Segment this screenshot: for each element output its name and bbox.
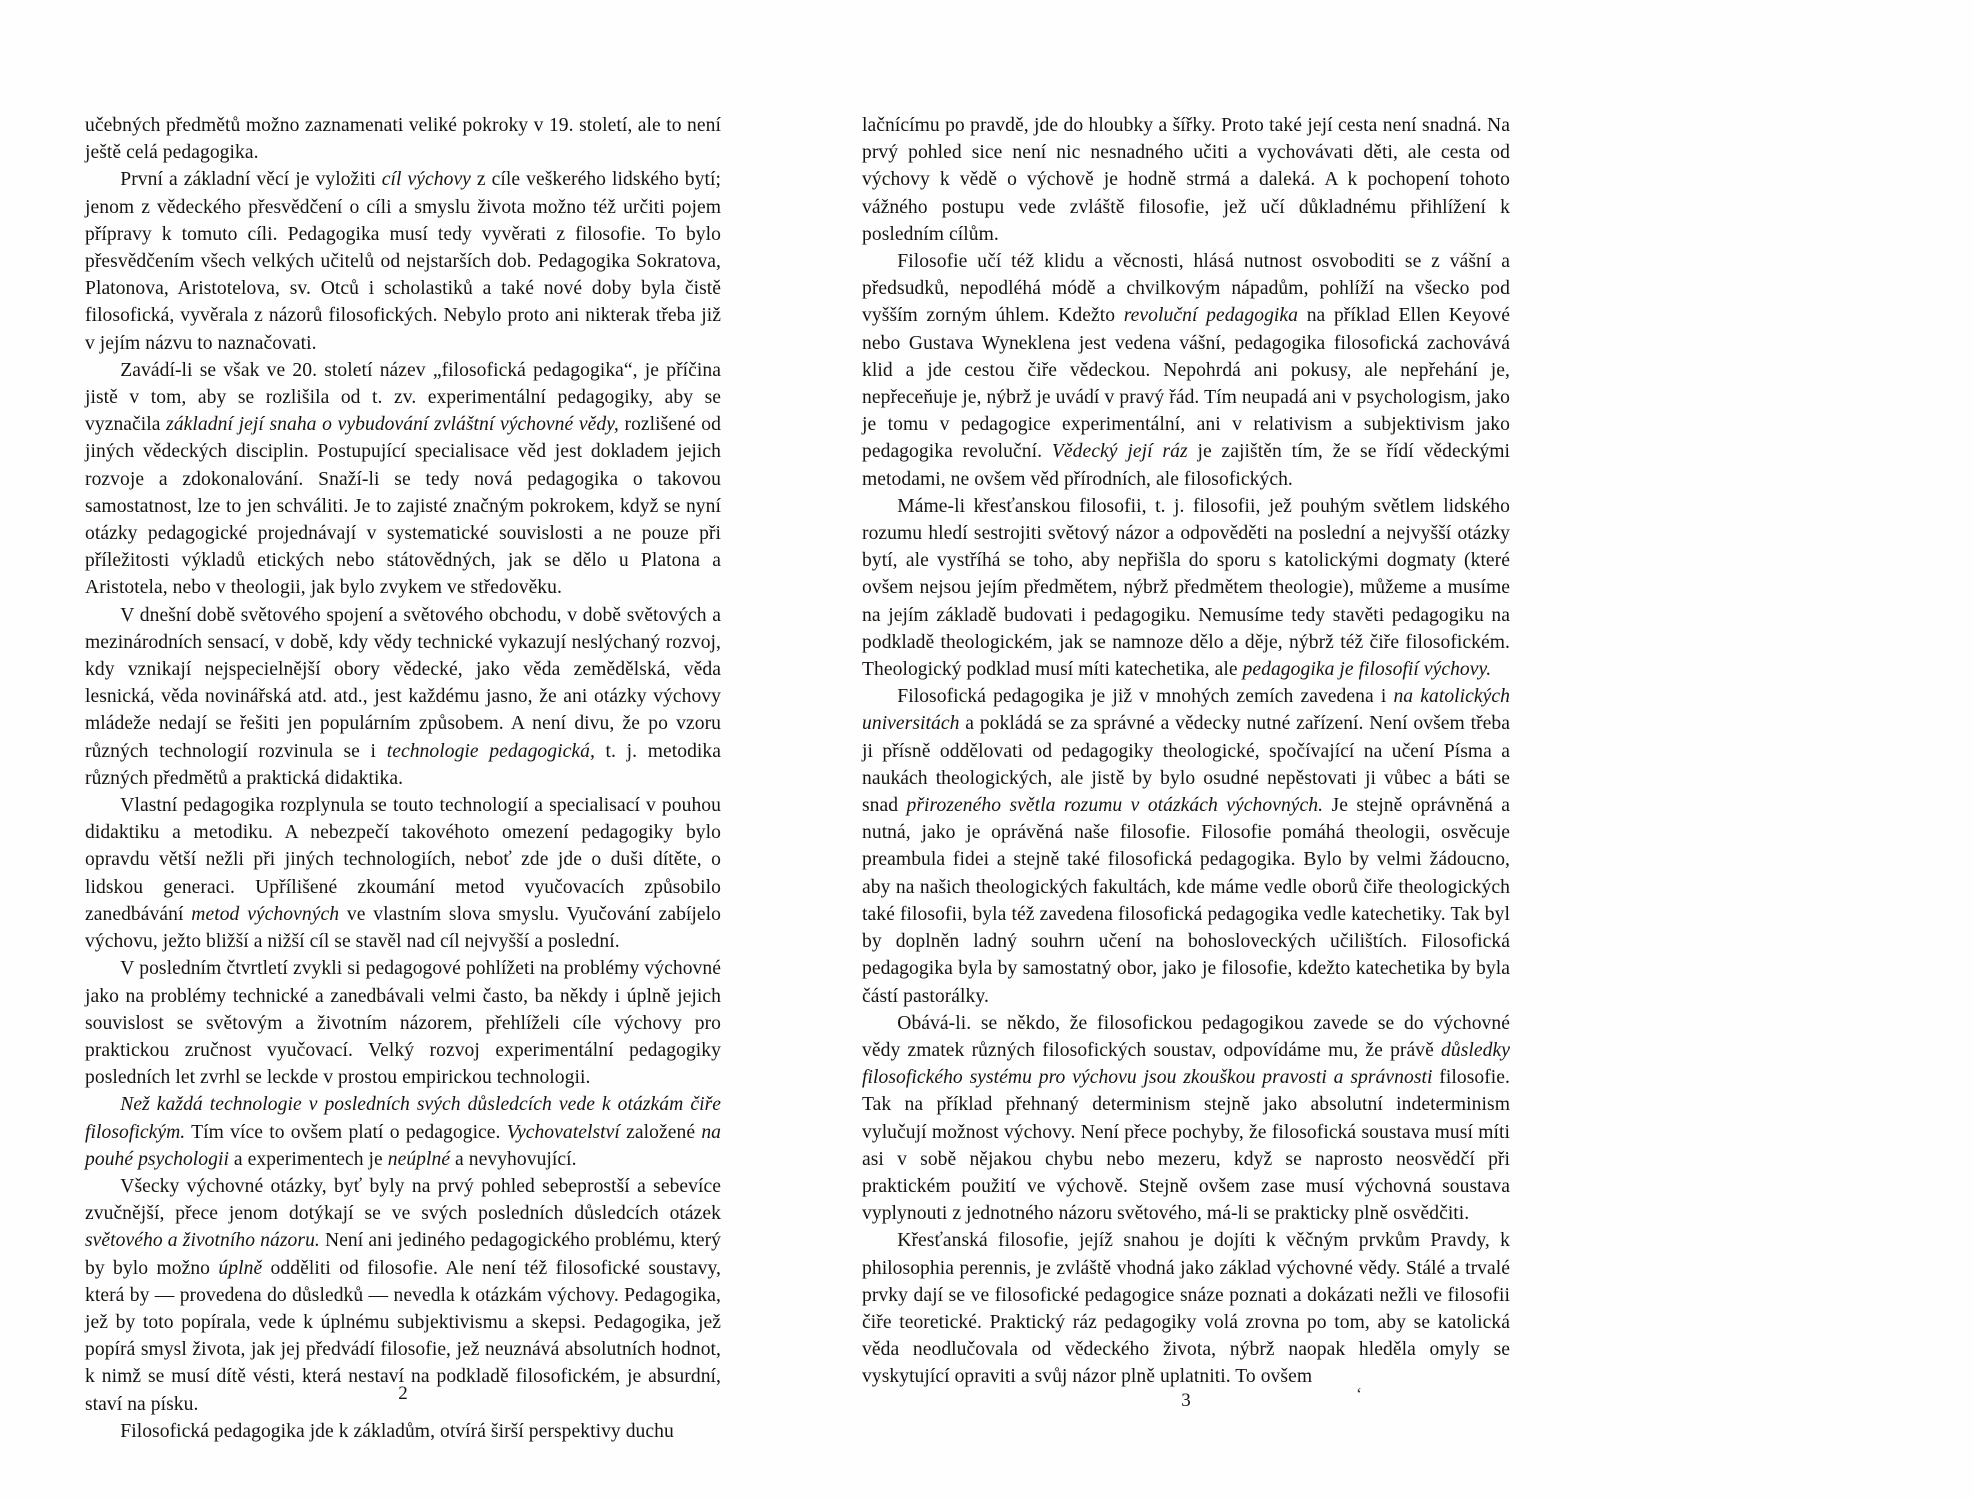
italic-text-run: Vychovatelství (506, 1121, 620, 1143)
text-run: Filosofie učí též klidu a věcnosti, hlásá nutnost osvoboditi se z vášní a předsudků, nepodléhá módě a chvilkovým nápadům, pohlíží na všecko pod vyšším zorným úhlem. Kdežto (862, 251, 1510, 327)
text-run: rozlišené od jiných vědeckých disciplin. Postupující specialisace věd jest dokladem jejich rozvoje a zdokonalování. Snaží-li se tedy nová pedagogika o takovou samostatnost, lze to jen schváliti. Je to zajisté značným pokrokem, když se nyní otázky pedagogické projednávají v systematické souvislosti a ne pouze při příležitosti výkladů etických nebo státovědných, jak se dělo u Platona a Aristotela, nebo v theologii, jak bylo zvykem ve středověku. (85, 414, 721, 599)
italic-text-run: úplně (218, 1257, 263, 1279)
text-run: V posledním čtvrtletí zvykli si pedagogové pohlížeti na problémy výchovné jako na problémy technické a zanedbávali velmi často, ba někdy i úplně jejich souvislost se světovým a životním názorem, přehlíželi cíle výchovy pro praktickou zručnost vyučovací. Velký rozvoj experimentální pedagogiky posledních let zvrhl se leckde v prostou empirickou technologii. (85, 958, 721, 1089)
print-artifact-mark: ʻ (1356, 1384, 1362, 1404)
text-run: odděliti od filosofie. Ale není též filosofické soustavy, která by — provedena do důsledků — nevedla k otázkám výchovy. Pedagogika, jež by toto popírala, vede k úplnému subjektivismu a skepsi. Pedagogika, jež popírá smysl života, jak jej předvádí filosofie, jež neuznává absolutních hodnot, k nimž se musí dítě vésti, která nestaví na podkladě filosofickém, je absurdní, staví na písku. (85, 1257, 722, 1415)
text-run: lačnícímu po pravdě, jde do hloubky a šířky. Proto také její cesta není snadná. Na prvý pohled sice není nic nesnadného učiti a vychovávati děti, ale cesta od výchovy k vědě o výchově je hodně strmá a daleká. A k pochopení tohoto vážného postupu vede zvláště filosofie, jež učí důkladnému přihlížení k posledním cílům. (862, 115, 1510, 245)
text-run: První a základní věcí je vyložiti (120, 169, 382, 191)
text-run: Tím více to ovšem platí o pedagogice. (185, 1121, 507, 1143)
italic-text-run: pedagogika je filosofií výchovy. (1242, 659, 1492, 681)
page-number-left: 2 (398, 1383, 408, 1404)
italic-text-run: Vědecký její ráz (1051, 441, 1188, 463)
paragraph (85, 955, 721, 1091)
text-run: Zavádí-li se však ve 20. století název „filosofická pedagogika“, je příčina jistě v tom, aby se rozlišila od t. zv. experimentální pedagogiky, aby se vyznačila (85, 359, 721, 436)
paragraph (862, 1227, 1510, 1390)
text-run: Všecky výchovné otázky, byť byly na prvý pohled sebeprostší a sebevíce zvučnější, přece jenom dotýkají se ve svých posledních důsledcích otázek (85, 1175, 721, 1225)
text-run: je zajištěn tím, že se řídí vědeckými metodami, ne ovšem věd přírodních, ale filosofických. (862, 441, 1510, 490)
page-right-text-block (862, 112, 1510, 1391)
text-run: Křesťanská filosofie, jejíž snahou je dojíti k věčným prvkům Pravdy, k philosophia perennis, je zvláště vhodná jako základ výchovné vědy. Stálé a trvalé prvky dají se ve filosofické pedagogice snáze poznati a dokázati nežli ve filosofii čiře teoretické. Praktický ráz pedagogiky volá zrovna po tom, aby se katolická věda neodlučovala od vědeckého života, nýbrž naopak hleděla omyly se vyskytující opraviti a svůj názor plně uplatniti. To ovšem (862, 1230, 1510, 1388)
text-run: Obává-li. se někdo, že filosofickou pedagogikou zavede se do výchovné vědy zmatek různých filosofických soustav, odpovídáme mu, že právě (862, 1012, 1510, 1061)
italic-text-run: Než každá technologie v posledních svých důsledcích vede k otázkám čiře filosofickým. (85, 1094, 721, 1143)
italic-text-run: přirozeného světla rozumu v otázkách výchovných. (906, 795, 1324, 817)
page-number-right: 3 (1181, 1390, 1191, 1411)
text-run: založené (619, 1121, 702, 1143)
text-run: Máme-li křesťanskou filosofii, t. j. filosofii, jež pouhým světlem lidského rozumu hledí sestrojiti světový názor a odpověděti na poslední a nejvyšší otázky bytí, ale vystříhá se toho, aby nepřišla do sporu s katolickými dogmaty (které ovšem nejsou jejím předmětem, nýbrž předmětem theologie), můžeme a musíme na jejím základě budovati i pedagogiku. Nemusíme tedy stavěti pedagogiku na podkladě theologickém, jak se namnoze dělo a děje, nýbrž též čiře filosofickém. Theologický podklad musí míti katechetika, ale (862, 495, 1510, 681)
paragraph (862, 683, 1510, 1009)
paragraph (862, 493, 1510, 683)
italic-text-run: cíl výchovy (381, 169, 471, 191)
italic-text-run: revoluční pedagogika (1123, 305, 1299, 327)
italic-text-run: neúplné (387, 1148, 451, 1170)
text-run: Vlastní pedagogika rozplynula se touto technologií a specialisací v pouhou didaktiku a metodiku. A nebezpečí takovéhoto omezení pedagogiky bylo opravdu větší nežli při jiných technologiích, neboť zde jde o duši dítěte, o lidskou generaci. Upřílišené zkoumání metod vyučovacích způsobilo zanedbávání (85, 795, 721, 925)
italic-text-run: základní její snaha o vybudování zvláštní výchovné vědy, (166, 414, 619, 436)
paragraph (85, 602, 721, 792)
italic-text-run: metod výchovných (191, 903, 340, 925)
paragraph (85, 166, 721, 356)
text-run: ve vlastním slova smyslu. Vyučování zabíjelo výchovu, ježto bližší a nižší cíl se stavěl nad cíl nejvyšší a poslední. (85, 903, 721, 953)
italic-text-run: důsledky filosofického systému pro výchovu jsou zkouškou pravosti a správnosti (862, 1039, 1510, 1089)
text-run: z cíle veškerého lidského bytí; jenom z vědeckého přesvědčení o cíli a smyslu života možno též určiti pojem přípravy k tomuto cíli. Pedagogika musí tedy vyvěrati z filosofie. To bylo přesvědčením všech velkých učitelů od nejstarších dob. Pedagogika Sokratova, Platonova, Aristotelova, sv. Otců i scholastiků a také nové doby byla čistě filosofická, vyvěrala z názorů filosofických. Nebylo proto ani nikterak třeba již v jejím názvu to naznačovati. (85, 169, 721, 354)
paragraph (85, 792, 721, 955)
text-run: Filosofická pedagogika jde k základům, otvírá širší perspektivy duchu (120, 1420, 674, 1442)
paragraph (85, 1091, 721, 1173)
paragraph (862, 1010, 1510, 1228)
paragraph (85, 112, 721, 166)
text-run: a pokládá se za správné a vědecky nutné zařízení. Není ovšem třeba ji přísně oddělovati od pedagogiky theologické, spočívající na učení Písma a naukách theologických, ale jistě by bylo osudné nepěstovati ji vůbec a báti se snad (862, 713, 1510, 817)
text-run: filosofie. Tak na příklad přehnaný determinism stejně jako absolutní indeterminism vylučují možnost výchovy. Není přece pochyby, že filosofická soustava musí míti asi v sobě nějakou chybu nebo mezeru, když se naprosto neosvědčí při praktickém použití ve výchově. Stejně ovšem zase musí výchovná soustava vyplynouti z jednotného názoru světového, má-li se prakticky plně osvědčiti. (862, 1067, 1511, 1225)
paragraph (85, 1173, 721, 1418)
italic-text-run: na katolických universitách (862, 686, 1511, 735)
page-left-text-block (85, 112, 721, 1445)
paragraph (85, 357, 721, 602)
text-run: Je stejně oprávněná a nutná, jako je oprávěná naše filosofie. Filosofie pomáhá theologii, osvěcuje preambula fidei a stejně také filosofická pedagogika. Bylo by velmi žádoucno, aby na našich theologických fakultách, kde máme vedle oborů čiře theologických také filosofii, byla též zavedena filosofická pedagogika vedle katechetiky. Tak byl by doplněn ladný souhrn učení na bohosloveckých učilištích. Filosofická pedagogika byla by samostatný obor, jako je filosofie, kdežto katechetika by byla částí pastorálky. (862, 795, 1510, 1007)
text-run: na příklad Ellen Keyové nebo Gustava Wyneklena jest vedena vášní, pedagogika filosofická zachovává klid a jde cestou čiře vědeckou. Nepohrdá ani pokusy, ale nepřehání je, nepřeceňuje je, nýbrž je uvádí v pravý řád. Tím neupadá ani v psychologism, jako je tomu v pedagogice experimentální, ani v relativism a subjektivism jako pedagogika revoluční. (862, 305, 1510, 463)
italic-text-run: světového a životního názoru. (85, 1230, 320, 1252)
paragraph (85, 1418, 721, 1445)
paragraph (862, 248, 1510, 493)
italic-text-run: technologie pedagogická, (386, 740, 595, 762)
text-run: V dnešní době světového spojení a světového obchodu, v době světových a mezinárodních sensací, v době, kdy vědy technické vykazují neslýchaný rozvoj, kdy vznikají nejspecielnější obory vědecké, jako věda zemědělská, věda lesnická, věda novinářská atd. atd., jest každému jasno, že ani otázky výchovy mládeže nedají se řešiti jen populárním způsobem. A není divu, že po vzoru různých technologií rozvinula se i (85, 604, 721, 762)
text-run: Není ani jediného pedagogického problému, který by bylo možno (85, 1230, 721, 1279)
text-run: učebných předmětů možno zaznamenati veliké pokroky v 19. století, ale to není ještě celá pedagogika. (85, 115, 721, 164)
text-run: t. j. metodika různých předmětů a praktická didaktika. (85, 740, 722, 789)
text-run: a nevyhovující. (450, 1148, 577, 1170)
paragraph (862, 112, 1510, 248)
text-run: Filosofická pedagogika je již v mnohých zemích zavedena i (897, 686, 1394, 708)
text-run: a experimentech je (228, 1148, 388, 1170)
italic-text-run: na pouhé psychologii (85, 1121, 722, 1170)
